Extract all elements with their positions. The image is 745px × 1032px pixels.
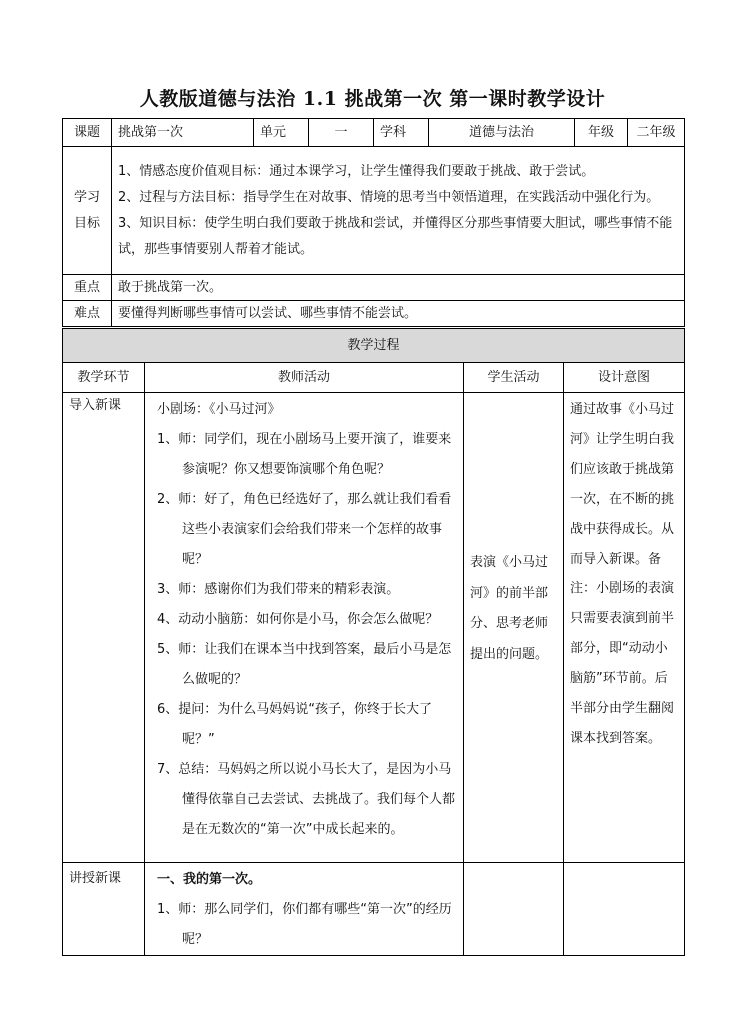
teacher-line: 5、师：让我们在课本当中找到答案，最后小马是怎么做呢的？ <box>157 642 452 687</box>
unit-value: 一 <box>309 119 374 147</box>
teacher-line: 2、师：好了，角色已经选好了，那么就让我们看看这些小表演家们会给我们带来一个怎样的故事呢？ <box>157 492 452 567</box>
student-activity-cell: 表演《小马过河》的前半部分、思考老师提出的问题。 <box>464 393 564 863</box>
difficulty-label: 难点 <box>63 301 112 327</box>
teacher-activity-cell <box>145 863 464 956</box>
column-header: 教师活动 <box>145 363 464 393</box>
subject-label: 课题 <box>63 119 112 147</box>
goals-row <box>63 147 685 275</box>
discipline-label: 学科 <box>374 119 429 147</box>
column-header: 设计意图 <box>564 363 685 393</box>
grade-label: 年级 <box>575 119 628 147</box>
unit-label: 单元 <box>254 119 309 147</box>
student-activity-cell <box>464 863 564 956</box>
goal-item: 1、情感态度价值观目标：通过本课学习，让学生懂得我们要敢于挑战、敢于尝试。 <box>118 163 595 179</box>
difficulty-value: 要懂得判断哪些事情可以尝试、哪些事情不能尝试。 <box>112 301 685 327</box>
teacher-line: 4、动动小脑筋：如何你是小马，你会怎么做呢？ <box>157 612 439 627</box>
stage-cell: 讲授新课 <box>63 863 145 956</box>
key-row <box>63 275 685 301</box>
info-row <box>63 119 685 147</box>
subject-value: 挑战第一次 <box>112 119 254 147</box>
section-heading: 一、我的第一次。 <box>157 872 262 887</box>
goal-item: 3、知识目标：使学生明白我们要敢于挑战和尝试，并懂得区分那些事情要大胆试，哪些事情不能试，那些事情要别人帮着才能试。 <box>118 215 673 257</box>
teacher-line: 1、师：那么同学们，你们都有哪些“第一次”的经历呢？ <box>157 902 452 947</box>
goal-item: 2、过程与方法目标：指导学生在对故事、情境的思考当中领悟道理，在实践活动中强化行为。 <box>118 189 660 205</box>
stage-cell: 导入新课 <box>63 393 145 863</box>
new-lesson-row <box>63 863 685 956</box>
process-heading-row <box>63 329 685 363</box>
grade-value: 二年级 <box>628 119 685 147</box>
teacher-line: 小剧场：《小马过河》 <box>157 402 281 417</box>
process-table <box>62 328 685 956</box>
key-label: 重点 <box>63 275 112 301</box>
column-header: 教学环节 <box>63 363 145 393</box>
teacher-activity-cell <box>145 393 464 863</box>
teacher-line: 1、师：同学们，现在小剧场马上要开演了，谁要来参演呢？你又想要饰演哪个角色呢？ <box>157 432 452 477</box>
teacher-line: 3、师：感谢你们为我们带来的精彩表演。 <box>157 582 400 597</box>
goals-cell <box>112 147 685 275</box>
intro-row <box>63 393 685 863</box>
info-table <box>62 118 685 327</box>
teacher-line: 6、提问：为什么马妈妈说“孩子，你终于长大了呢？” <box>157 702 433 747</box>
column-header-row <box>63 363 685 393</box>
goals-label: 学习目标 <box>63 147 112 275</box>
discipline-value: 道德与法治 <box>429 119 575 147</box>
key-value: 敢于挑战第一次。 <box>112 275 685 301</box>
teacher-line: 7、总结：马妈妈之所以说小马长大了，是因为小马懂得依靠自己去尝试、去挑战了。我们每个人都是在无数次的“第一次”中成长起来的。 <box>157 762 456 837</box>
design-intent-cell <box>564 863 685 956</box>
page-title: 人教版道德与法治 1.1 挑战第一次 第一课时教学设计 <box>139 88 606 110</box>
difficulty-row <box>63 301 685 327</box>
design-intent-cell: 通过故事《小马过河》让学生明白我们应该敢于挑战第一次，在不断的挑战中获得成长。从而导入新课。备注：小剧场的表演只需要表演到前半部分，即“动动小脑筋”环节前。后半部分由学生翻阅课本找到答案。 <box>564 393 685 863</box>
column-header: 学生活动 <box>464 363 564 393</box>
process-heading: 教学过程 <box>63 329 685 363</box>
